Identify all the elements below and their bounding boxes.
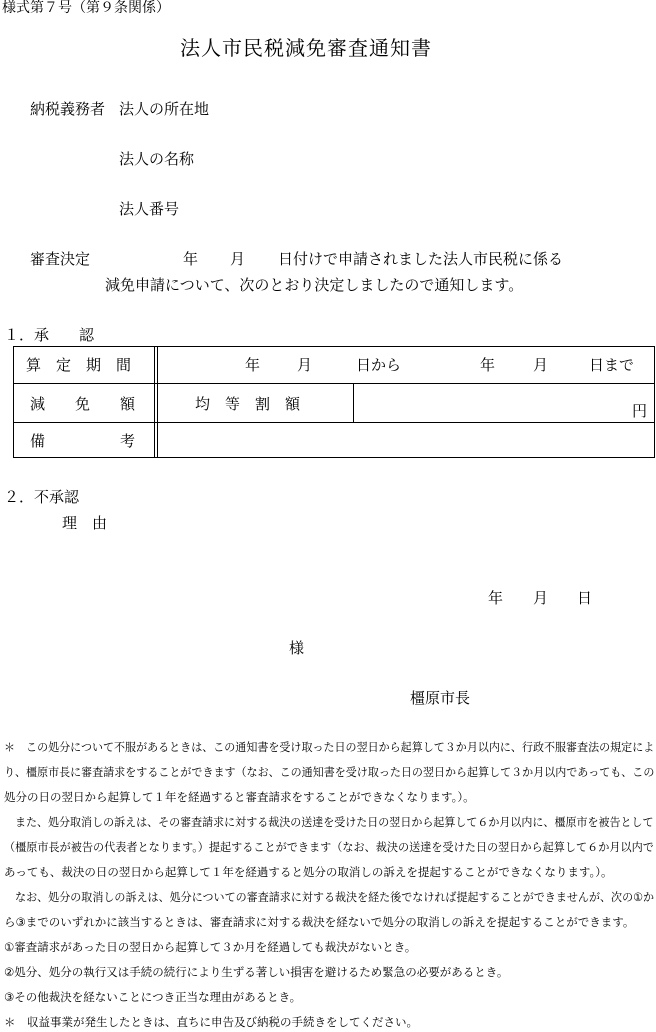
decision-month: 月	[230, 250, 246, 268]
issuer: 橿原市長	[410, 689, 471, 707]
table-divider	[14, 422, 654, 423]
equal-label: 均 等 割 額	[195, 395, 301, 413]
note-line: ＊ 収益事業が発生したときは、直ちに申告及び納税の手続きをしてください。	[4, 1015, 418, 1029]
decision-day-text: 日付けで申請されました法人市民税に係る	[278, 250, 564, 268]
table-divider	[353, 383, 354, 422]
table-divider	[154, 347, 155, 457]
note-line: ＊ この処分について不服があるときは、この通知書を受け取った日の翌日から起算して３か月以内に、行政不服審査法の規定によ	[4, 740, 655, 754]
date-year: 年	[488, 589, 504, 607]
recipient-suffix: 様	[289, 639, 305, 657]
number-label: 法人番号	[119, 200, 180, 218]
address-label: 法人の所在地	[119, 100, 210, 118]
note-line: あっても、裁決の日の翌日から起算して１年を経過すると処分の取消しの訴えを提起することができなくなります。）。	[4, 865, 613, 879]
name-label: 法人の名称	[119, 150, 195, 168]
period-month-start: 月	[297, 356, 313, 374]
approval-table	[13, 346, 655, 458]
yen-unit: 円	[632, 402, 648, 420]
period-to: 日まで	[589, 356, 635, 374]
period-year-end: 年	[480, 356, 496, 374]
decision-label: 審査決定	[30, 250, 91, 268]
decision-line2: 減免申請について、次のとおり決定しましたので通知します。	[105, 276, 524, 294]
table-divider	[157, 347, 158, 457]
table-divider	[14, 383, 654, 384]
remarks-label: 備 考	[30, 432, 136, 450]
note-line: ①審査請求があった日の翌日から起算して３か月を経過しても裁決がないとき。	[4, 940, 417, 954]
period-label: 算 定 期 間	[26, 356, 132, 374]
page-title: 法人市民税減免審査通知書	[180, 36, 432, 60]
note-line: り、橿原市長に審査請求をすることができます（なお、この通知書を受け取った日の翌日から起算して３か月以内であっても、この	[4, 765, 655, 779]
disapproval-heading: ２．不承認	[4, 488, 80, 506]
reason-label: 理 由	[62, 514, 108, 532]
date-month: 月	[533, 589, 549, 607]
decision-year: 年	[183, 250, 199, 268]
taxpayer-label: 納税義務者	[30, 100, 106, 118]
note-line: また、処分取消しの訴えは、その審査請求に対する裁決の送達を受けた日の翌日から起算して６か月以内に、橿原市を被告として	[4, 815, 654, 829]
note-line: ら③までのいずれかに該当するときは、審査請求に対する裁決を経ないで処分の取消しの訴えを提起することができます。	[4, 915, 635, 929]
approval-heading: １．承 認	[4, 326, 95, 344]
note-line: ②処分、処分の執行又は手続の続行により生ずる著しい損害を避けるため緊急の必要があるとき。	[4, 965, 509, 979]
date-day: 日	[577, 589, 593, 607]
period-from: 日から	[356, 356, 402, 374]
note-line: （橿原市長が被告の代表者となります。）提起することができます（なお、裁決の送達を受けた日の翌日から起算して６か月以内で	[4, 840, 654, 854]
note-line: ③その他裁決を経ないことにつき正当な理由があるとき。	[4, 990, 302, 1004]
note-line: 処分の日の翌日から起算して１年を経過すると審査請求をすることができなくなります。）。	[4, 790, 475, 804]
reduction-label: 減 免 額	[30, 395, 136, 413]
period-year-start: 年	[245, 356, 261, 374]
period-month-end: 月	[533, 356, 549, 374]
note-line: なお、処分の取消しの訴えは、処分についての審査請求に対する裁決を経た後でなければ提起することができませんが、次の①か	[4, 890, 655, 904]
form-number: 様式第７号（第９条関係）	[2, 0, 170, 16]
